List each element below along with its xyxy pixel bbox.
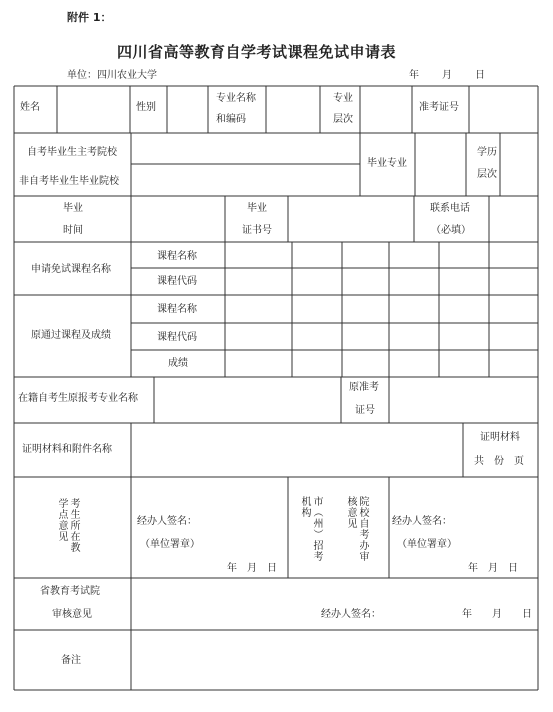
proof-label: 证明材料和附件名称 <box>22 444 112 455</box>
major-level-label-2: 层次 <box>333 114 353 125</box>
header-day: 日 <box>475 70 485 81</box>
school-seal-label: （单位署章） <box>140 539 200 550</box>
attachment-label: 附件 1： <box>67 11 112 24</box>
school-date-label: 年 月 日 <box>227 563 277 574</box>
major-name-label-1: 专业名称 <box>216 93 256 104</box>
college-opinion-label: 院校自考办审核意见 <box>345 496 368 562</box>
cert-no-label-2: 证书号 <box>242 225 272 236</box>
school-signer-label: 经办人签名： <box>137 516 197 527</box>
self-exam-school-label: 自考毕业生主考院校 <box>27 147 117 158</box>
province-label-2: 审核意见 <box>52 609 92 620</box>
phone-label-2: （必填） <box>431 225 471 236</box>
passed-course-name-label: 课程名称 <box>157 304 197 315</box>
major-level-label-1: 专业 <box>333 93 353 104</box>
passed-course-code-label: 课程代码 <box>157 332 197 343</box>
city-opinion-label: 市（州）招考机构 <box>299 496 322 562</box>
province-date-label: 年 月 日 <box>462 609 532 620</box>
proof-count-label-1: 证明材料 <box>480 432 520 443</box>
phone-label-1: 联系电话 <box>430 203 470 214</box>
school-opinion-label: 考生所在教学点意见 <box>56 498 79 553</box>
apply-course-label: 申请免试课程名称 <box>31 264 111 275</box>
passed-course-label: 原通过课程及成绩 <box>31 330 111 341</box>
grad-time-label-1: 毕业 <box>63 203 83 214</box>
unit-label: 单位：四川农业大学 <box>67 70 157 81</box>
header-year: 年 <box>409 70 419 81</box>
orig-admission-label-1: 原准考 <box>349 382 379 393</box>
city-seal-label: （单位署章） <box>397 539 457 550</box>
orig-admission-label-2: 证号 <box>355 405 375 416</box>
gender-label: 性别 <box>136 102 156 113</box>
name-label: 姓名 <box>20 102 40 113</box>
edu-level-label-2: 层次 <box>477 169 497 180</box>
orig-major-label: 在籍自考生原报考专业名称 <box>18 393 138 404</box>
major-name-label-2: 和编码 <box>216 114 246 125</box>
cert-no-label-1: 毕业 <box>247 203 267 214</box>
non-self-exam-school-label: 非自考毕业生毕业院校 <box>19 176 119 187</box>
proof-count-label-2: 共 份 页 <box>474 456 524 467</box>
header-month: 月 <box>442 70 452 81</box>
score-label: 成绩 <box>168 358 188 369</box>
city-date-label: 年 月 日 <box>468 563 518 574</box>
grad-time-label-2: 时间 <box>63 225 83 236</box>
grad-major-label: 毕业专业 <box>367 158 407 169</box>
city-signer-label: 经办人签名： <box>392 516 452 527</box>
province-signer-label: 经办人签名： <box>321 609 381 620</box>
edu-level-label-1: 学历 <box>477 147 497 158</box>
province-label-1: 省教育考试院 <box>40 586 100 597</box>
form-title: 四川省高等教育自学考试课程免试申请表 <box>117 43 397 61</box>
apply-course-code-label: 课程代码 <box>157 276 197 287</box>
apply-course-name-label: 课程名称 <box>157 251 197 262</box>
remark-label: 备注 <box>61 655 81 666</box>
admission-no-label: 准考证号 <box>419 102 459 113</box>
